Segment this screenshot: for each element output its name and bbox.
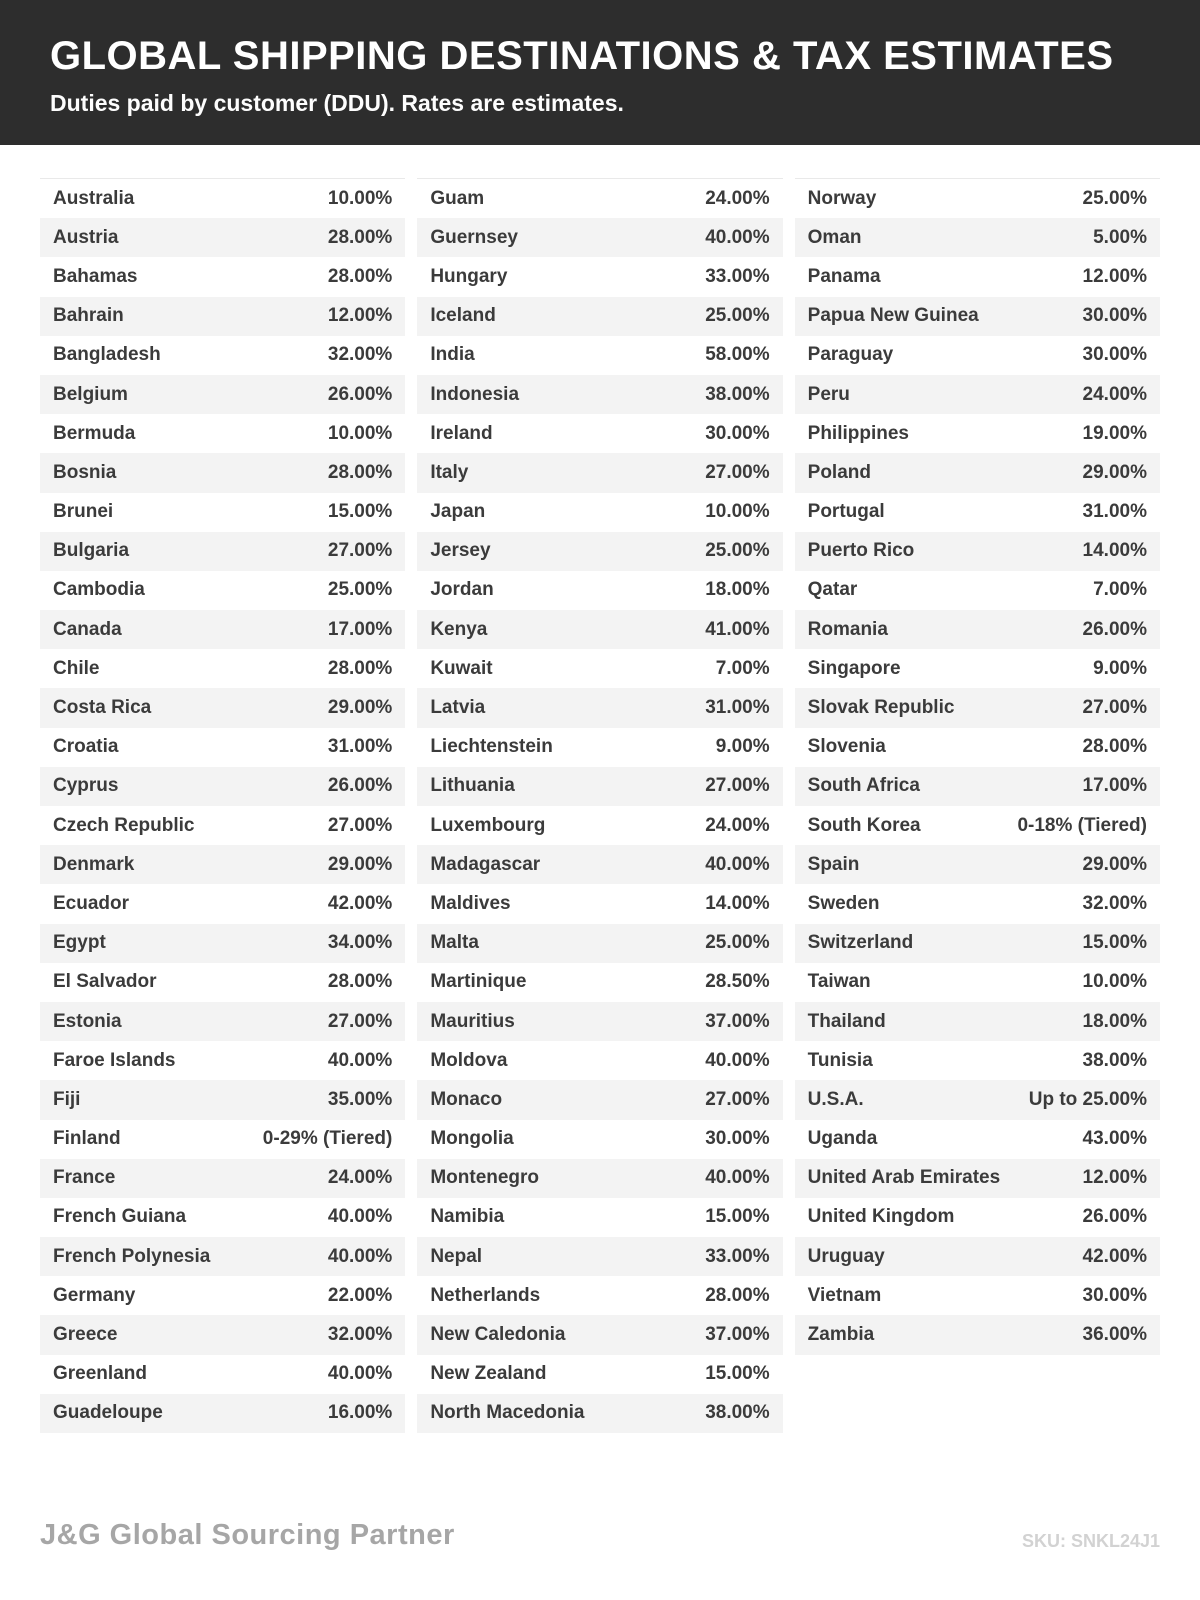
country-name: Bangladesh	[53, 344, 161, 366]
country-name: Bahrain	[53, 305, 124, 327]
country-name: Mauritius	[430, 1010, 515, 1032]
rate-row	[795, 218, 1160, 257]
rate-row	[40, 806, 405, 845]
rate-row	[40, 493, 405, 532]
country-name: Belgium	[53, 383, 128, 405]
rate-row	[795, 1198, 1160, 1237]
rate-row	[795, 649, 1160, 688]
country-name: Brunei	[53, 501, 114, 523]
rate-value: 0-29% (Tiered)	[262, 1128, 393, 1150]
rate-value: 35.00%	[327, 1088, 393, 1110]
rate-value: 22.00%	[327, 1284, 393, 1306]
rate-row	[795, 806, 1160, 845]
rate-row	[795, 179, 1160, 218]
country-name: Paraguay	[807, 344, 894, 366]
rate-row	[795, 1276, 1160, 1315]
rate-value: 28.00%	[327, 461, 393, 483]
rate-row	[795, 375, 1160, 414]
rate-row	[795, 767, 1160, 806]
rate-row	[40, 1080, 405, 1119]
rate-row	[417, 1080, 782, 1119]
rate-row	[417, 806, 782, 845]
rate-value: 29.00%	[327, 853, 393, 875]
rate-value: 31.00%	[1082, 501, 1147, 523]
rate-value: 10.00%	[705, 501, 770, 523]
rate-row	[417, 297, 782, 336]
country-name: Costa Rica	[53, 697, 152, 719]
country-name: Sweden	[807, 892, 880, 914]
rates-column-3	[795, 178, 1160, 1433]
rate-value: 14.00%	[705, 892, 770, 914]
rate-value: 31.00%	[705, 697, 770, 719]
rate-value: 58.00%	[705, 344, 770, 366]
rate-value: 26.00%	[327, 383, 393, 405]
rate-row	[795, 1080, 1160, 1119]
rate-row	[795, 924, 1160, 963]
rate-value: 27.00%	[327, 540, 393, 562]
rate-row	[417, 1198, 782, 1237]
rate-value: 37.00%	[705, 1324, 770, 1346]
country-name: Uganda	[807, 1128, 878, 1150]
country-name: Puerto Rico	[807, 540, 915, 562]
rate-value: 25.00%	[705, 540, 770, 562]
rate-value: 7.00%	[715, 657, 770, 679]
country-name: Guam	[430, 187, 485, 209]
rate-row	[40, 257, 405, 296]
rate-row	[40, 845, 405, 884]
country-name: Norway	[807, 187, 877, 209]
rate-value: 42.00%	[1082, 1245, 1147, 1267]
country-name: Papua New Guinea	[807, 305, 979, 327]
rate-row	[40, 297, 405, 336]
rate-value: 40.00%	[327, 1245, 393, 1267]
rate-value: 25.00%	[705, 305, 770, 327]
rate-row	[40, 1198, 405, 1237]
rate-value: 40.00%	[705, 1049, 770, 1071]
country-name: Estonia	[53, 1010, 122, 1032]
rate-row	[795, 453, 1160, 492]
rate-value: 27.00%	[705, 1088, 770, 1110]
rate-row	[40, 767, 405, 806]
rate-row	[795, 884, 1160, 923]
rate-value: 12.00%	[1082, 1167, 1147, 1189]
rate-value: 33.00%	[705, 265, 770, 287]
rate-row	[417, 453, 782, 492]
rate-row	[417, 688, 782, 727]
page-subtitle: Duties paid by customer (DDU). Rates are estimates.	[50, 90, 624, 116]
rate-row	[40, 1355, 405, 1394]
rate-row	[417, 1276, 782, 1315]
rate-value: 34.00%	[327, 932, 393, 954]
rate-row	[40, 924, 405, 963]
rate-value: 30.00%	[1082, 344, 1147, 366]
country-name: Malta	[430, 932, 479, 954]
rate-value: 30.00%	[1082, 1284, 1147, 1306]
country-name: United Arab Emirates	[807, 1167, 1001, 1189]
rate-row	[417, 963, 782, 1002]
rate-value: 12.00%	[327, 305, 393, 327]
rate-value: Up to 25.00%	[1028, 1088, 1147, 1110]
rate-row	[40, 1041, 405, 1080]
rate-value: 31.00%	[327, 736, 393, 758]
rate-row	[417, 1159, 782, 1198]
rate-row	[417, 1120, 782, 1159]
country-name: Slovenia	[807, 736, 886, 758]
country-name: Latvia	[430, 697, 486, 719]
rate-value: 25.00%	[1082, 187, 1147, 209]
rate-row	[417, 493, 782, 532]
country-name: Portugal	[807, 501, 885, 523]
rate-row	[40, 532, 405, 571]
rate-row	[417, 924, 782, 963]
country-name: Jersey	[430, 540, 491, 562]
rate-value: 19.00%	[1082, 422, 1147, 444]
rate-value: 25.00%	[705, 932, 770, 954]
country-name: Denmark	[53, 853, 135, 875]
country-name: Cambodia	[53, 579, 145, 601]
rate-value: 24.00%	[705, 187, 770, 209]
rate-row	[795, 257, 1160, 296]
rate-row	[795, 610, 1160, 649]
rate-row	[795, 414, 1160, 453]
rate-row	[795, 1237, 1160, 1276]
country-name: Bosnia	[53, 461, 117, 483]
rate-value: 32.00%	[1082, 892, 1147, 914]
rate-value: 24.00%	[705, 814, 770, 836]
country-name: French Polynesia	[53, 1245, 211, 1267]
country-name: Poland	[807, 461, 871, 483]
rate-value: 28.00%	[327, 971, 393, 993]
country-name: Guadeloupe	[53, 1402, 163, 1424]
rate-value: 27.00%	[327, 814, 393, 836]
rate-row	[40, 728, 405, 767]
rate-row	[417, 414, 782, 453]
rate-row	[417, 218, 782, 257]
rate-value: 28.00%	[327, 265, 393, 287]
rate-value: 29.00%	[1082, 461, 1147, 483]
rate-value: 43.00%	[1082, 1128, 1147, 1150]
country-name: Romania	[807, 618, 888, 640]
country-name: Canada	[53, 618, 122, 640]
rate-row	[40, 1120, 405, 1159]
rate-row	[417, 1041, 782, 1080]
country-name: Moldova	[430, 1049, 508, 1071]
country-name: Peru	[807, 383, 850, 405]
rate-value: 30.00%	[705, 422, 770, 444]
country-name: Philippines	[807, 422, 910, 444]
rate-row	[40, 649, 405, 688]
country-name: Luxembourg	[430, 814, 546, 836]
rate-row	[40, 179, 405, 218]
country-name: Finland	[53, 1128, 121, 1150]
rate-value: 28.50%	[705, 971, 770, 993]
rate-row	[417, 845, 782, 884]
country-name: Jordan	[430, 579, 494, 601]
rate-value: 38.00%	[705, 1402, 770, 1424]
country-name: Indonesia	[430, 383, 520, 405]
rate-value: 38.00%	[705, 383, 770, 405]
rate-row	[795, 1041, 1160, 1080]
rate-row	[40, 218, 405, 257]
rate-row	[417, 336, 782, 375]
country-name: South Korea	[807, 814, 921, 836]
rate-row	[795, 493, 1160, 532]
country-name: Bermuda	[53, 422, 136, 444]
country-name: Uruguay	[807, 1245, 885, 1267]
country-name: Faroe Islands	[53, 1049, 176, 1071]
rate-value: 28.00%	[327, 226, 393, 248]
rate-value: 36.00%	[1082, 1324, 1147, 1346]
country-name: Bulgaria	[53, 540, 130, 562]
country-name: South Africa	[807, 775, 920, 797]
rate-value: 15.00%	[705, 1206, 770, 1228]
rate-value: 28.00%	[327, 657, 393, 679]
country-name: United Kingdom	[807, 1206, 955, 1228]
rates-table	[0, 145, 1200, 1433]
country-name: Thailand	[807, 1010, 886, 1032]
footer	[40, 1519, 1160, 1552]
country-name: North Macedonia	[430, 1402, 585, 1424]
rate-value: 27.00%	[705, 775, 770, 797]
country-name: Ireland	[430, 422, 493, 444]
rate-value: 27.00%	[705, 461, 770, 483]
rate-value: 40.00%	[327, 1049, 393, 1071]
country-name: Tunisia	[807, 1049, 873, 1071]
rate-value: 41.00%	[705, 618, 770, 640]
country-name: Taiwan	[807, 971, 871, 993]
rate-value: 33.00%	[705, 1245, 770, 1267]
country-name: Lithuania	[430, 775, 515, 797]
country-name: Czech Republic	[53, 814, 195, 836]
rate-row	[417, 375, 782, 414]
country-name: Chile	[53, 657, 100, 679]
country-name: India	[430, 344, 475, 366]
country-name: Maldives	[430, 892, 511, 914]
rate-value: 15.00%	[1082, 932, 1147, 954]
rate-row	[795, 1002, 1160, 1041]
country-name: Greece	[53, 1324, 118, 1346]
rate-value: 17.00%	[1082, 775, 1147, 797]
rate-row	[40, 1394, 405, 1433]
rate-value: 32.00%	[327, 344, 393, 366]
country-name: Iceland	[430, 305, 496, 327]
rate-row	[40, 453, 405, 492]
country-name: Egypt	[53, 932, 106, 954]
rate-row	[417, 179, 782, 218]
country-name: Montenegro	[430, 1167, 540, 1189]
rate-value: 18.00%	[1082, 1010, 1147, 1032]
rate-value: 14.00%	[1082, 540, 1147, 562]
rate-row	[40, 963, 405, 1002]
rate-value: 40.00%	[705, 1167, 770, 1189]
rate-value: 15.00%	[327, 501, 393, 523]
rate-row	[795, 571, 1160, 610]
country-name: New Caledonia	[430, 1324, 566, 1346]
rate-row	[417, 884, 782, 923]
country-name: Spain	[807, 853, 860, 875]
rate-value: 17.00%	[327, 618, 393, 640]
country-name: Japan	[430, 501, 486, 523]
rate-value: 30.00%	[1082, 305, 1147, 327]
rate-row	[40, 1002, 405, 1041]
rate-row	[417, 257, 782, 296]
country-name: Namibia	[430, 1206, 505, 1228]
rate-value: 29.00%	[327, 697, 393, 719]
country-name: Italy	[430, 461, 469, 483]
rate-value: 18.00%	[705, 579, 770, 601]
rates-column-1	[40, 178, 405, 1433]
rate-row	[795, 297, 1160, 336]
country-name: U.S.A.	[807, 1088, 864, 1110]
rate-row	[417, 1394, 782, 1433]
country-name: Madagascar	[430, 853, 541, 875]
country-name: Austria	[53, 226, 119, 248]
country-name: Hungary	[430, 265, 508, 287]
rate-row	[40, 414, 405, 453]
rate-row	[40, 571, 405, 610]
rate-row	[40, 884, 405, 923]
rate-value: 24.00%	[327, 1167, 393, 1189]
rate-value: 40.00%	[327, 1363, 393, 1385]
rate-row	[40, 1276, 405, 1315]
country-name: Ecuador	[53, 892, 130, 914]
rate-row	[40, 610, 405, 649]
rate-value: 32.00%	[327, 1324, 393, 1346]
rate-value: 28.00%	[1082, 736, 1147, 758]
country-name: Netherlands	[430, 1284, 541, 1306]
rate-row	[40, 1237, 405, 1276]
country-name: Croatia	[53, 736, 119, 758]
country-name: Slovak Republic	[807, 697, 955, 719]
country-name: Oman	[807, 226, 862, 248]
country-name: Nepal	[430, 1245, 483, 1267]
rate-row	[795, 1315, 1160, 1354]
rate-value: 28.00%	[705, 1284, 770, 1306]
rate-value: 37.00%	[705, 1010, 770, 1032]
rate-value: 0-18% (Tiered)	[1017, 814, 1147, 836]
rate-row	[417, 1237, 782, 1276]
rate-row	[40, 1315, 405, 1354]
rate-row	[417, 1002, 782, 1041]
country-name: Liechtenstein	[430, 736, 553, 758]
rate-value: 5.00%	[1093, 226, 1147, 248]
rate-value: 10.00%	[1082, 971, 1147, 993]
rate-value: 24.00%	[1082, 383, 1147, 405]
country-name: Switzerland	[807, 932, 914, 954]
rate-value: 29.00%	[1082, 853, 1147, 875]
rate-value: 12.00%	[1082, 265, 1147, 287]
rate-value: 27.00%	[1082, 697, 1147, 719]
rate-row	[417, 571, 782, 610]
rate-value: 9.00%	[1093, 657, 1147, 679]
rate-row	[40, 375, 405, 414]
rate-value: 26.00%	[1082, 1206, 1147, 1228]
rate-value: 26.00%	[327, 775, 393, 797]
rate-value: 25.00%	[327, 579, 393, 601]
rate-row	[795, 688, 1160, 727]
country-name: Vietnam	[807, 1284, 882, 1306]
rate-value: 16.00%	[327, 1402, 393, 1424]
rate-row	[40, 336, 405, 375]
country-name: Fiji	[53, 1088, 81, 1110]
rate-value: 27.00%	[327, 1010, 393, 1032]
header	[0, 0, 1200, 145]
country-name: Mongolia	[430, 1128, 514, 1150]
rate-row	[417, 728, 782, 767]
rate-row	[417, 649, 782, 688]
page-title: GLOBAL SHIPPING DESTINATIONS & TAX ESTIMATES	[50, 34, 1114, 78]
rate-row	[795, 1120, 1160, 1159]
rate-row	[795, 963, 1160, 1002]
country-name: Kenya	[430, 618, 488, 640]
rate-value: 42.00%	[327, 892, 393, 914]
country-name: New Zealand	[430, 1363, 547, 1385]
country-name: Greenland	[53, 1363, 147, 1385]
country-name: Monaco	[430, 1088, 503, 1110]
rate-value: 15.00%	[705, 1363, 770, 1385]
brand-text: J&G Global Sourcing Partner	[40, 1519, 455, 1551]
country-name: Singapore	[807, 657, 901, 679]
country-name: French Guiana	[53, 1206, 187, 1228]
rate-row	[417, 767, 782, 806]
country-name: Kuwait	[430, 657, 493, 679]
rate-row	[417, 1315, 782, 1354]
country-name: Qatar	[807, 579, 858, 601]
rate-value: 40.00%	[705, 226, 770, 248]
rate-value: 10.00%	[327, 187, 393, 209]
rate-row	[795, 1159, 1160, 1198]
rate-value: 40.00%	[705, 853, 770, 875]
rate-row	[417, 610, 782, 649]
rate-value: 40.00%	[327, 1206, 393, 1228]
country-name: El Salvador	[53, 971, 157, 993]
country-name: Guernsey	[430, 226, 518, 248]
rate-value: 30.00%	[705, 1128, 770, 1150]
rate-row	[417, 1355, 782, 1394]
rate-row	[795, 532, 1160, 571]
rate-value: 38.00%	[1082, 1049, 1147, 1071]
country-name: Zambia	[807, 1324, 875, 1346]
rate-value: 10.00%	[327, 422, 393, 444]
rate-value: 9.00%	[715, 736, 770, 758]
country-name: Cyprus	[53, 775, 119, 797]
rate-row	[40, 688, 405, 727]
rates-column-2	[417, 178, 782, 1433]
country-name: France	[53, 1167, 116, 1189]
country-name: Panama	[807, 265, 881, 287]
rate-row	[795, 336, 1160, 375]
country-name: Martinique	[430, 971, 527, 993]
country-name: Australia	[53, 187, 135, 209]
rate-row	[795, 845, 1160, 884]
country-name: Germany	[53, 1284, 136, 1306]
rate-row	[40, 1159, 405, 1198]
rate-row	[795, 728, 1160, 767]
country-name: Bahamas	[53, 265, 138, 287]
rate-value: 26.00%	[1082, 618, 1147, 640]
rate-value: 7.00%	[1093, 579, 1147, 601]
rate-row	[417, 532, 782, 571]
sku-text: SKU: SNKL24J1	[1021, 1531, 1160, 1551]
